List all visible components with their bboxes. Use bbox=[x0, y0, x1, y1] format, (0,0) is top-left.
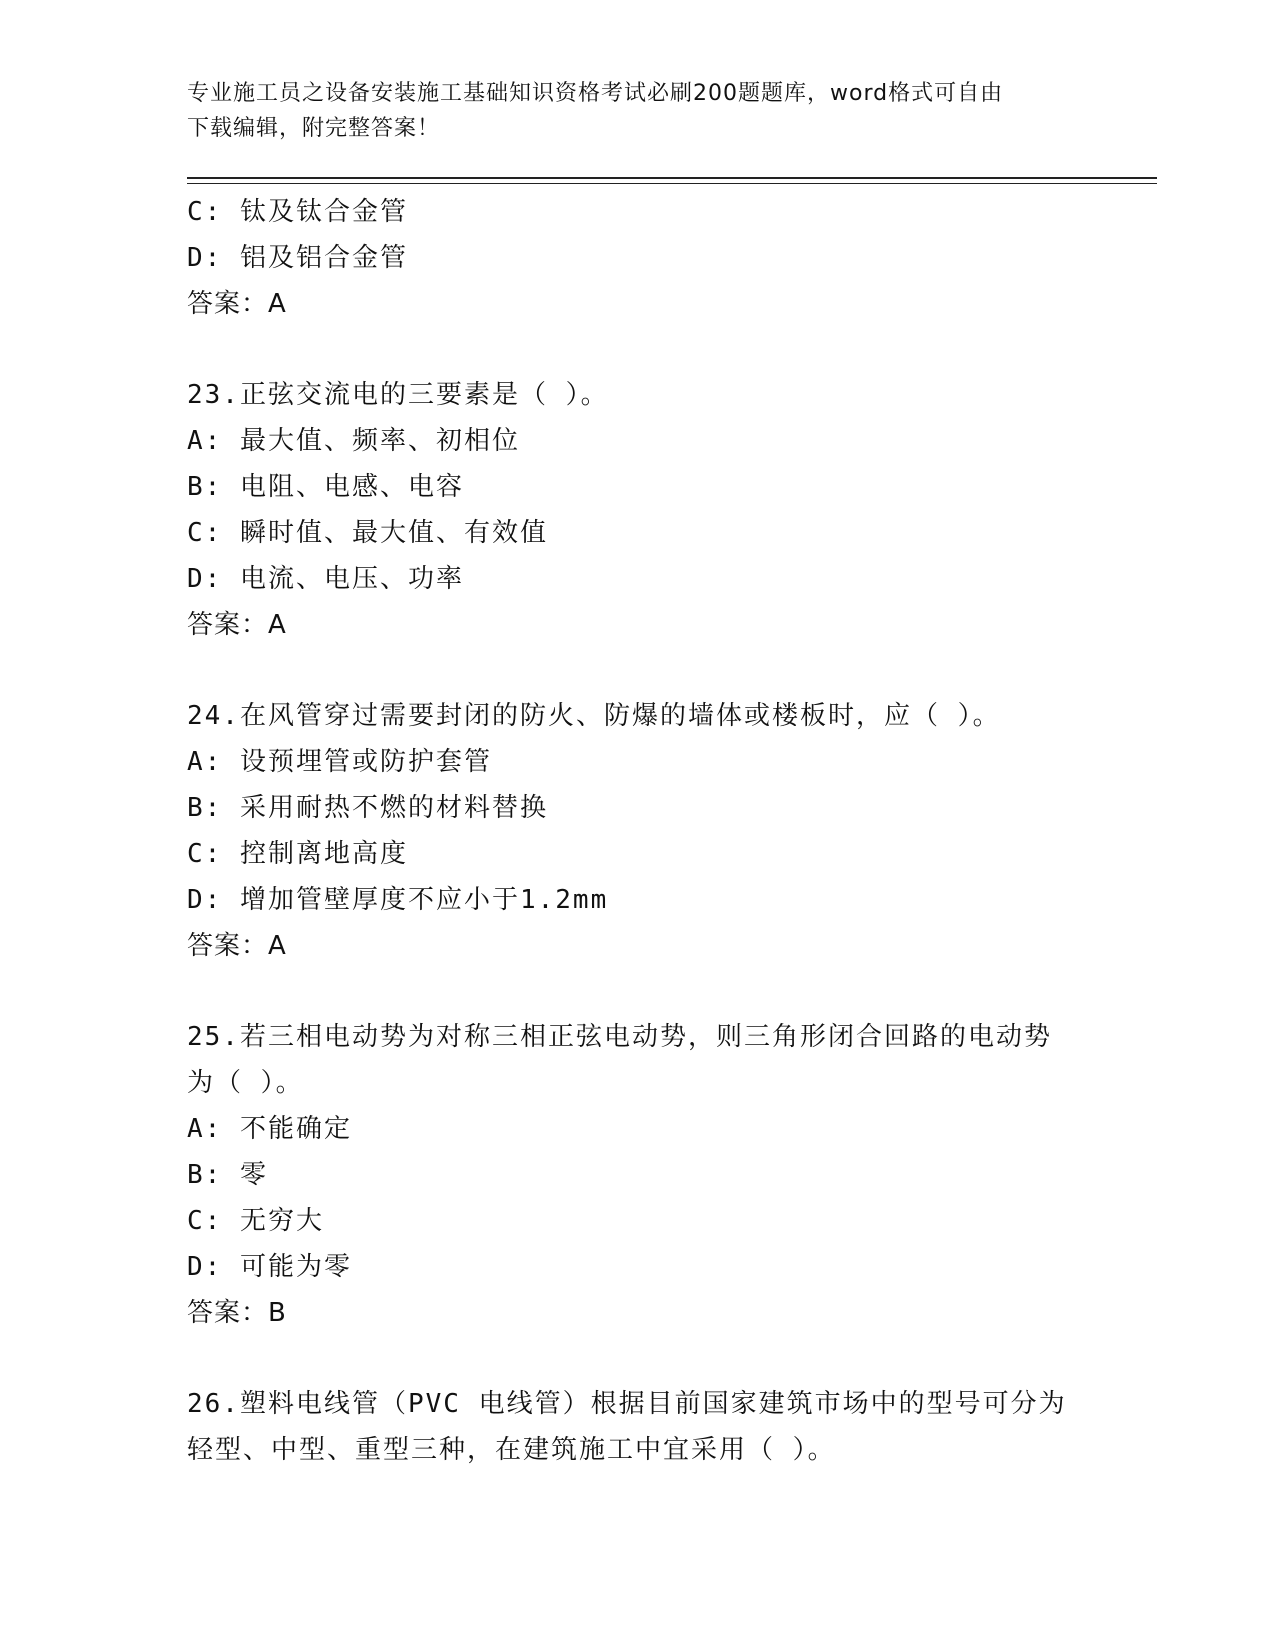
option-a: A: 不能确定 bbox=[187, 1114, 352, 1144]
option-d: D: 可能为零 bbox=[187, 1252, 352, 1282]
option-a: A: 最大值、频率、初相位 bbox=[187, 426, 520, 456]
question-25 bbox=[187, 1014, 1157, 1336]
question-23 bbox=[187, 372, 1157, 648]
header-line-2: 下载编辑，附完整答案！ bbox=[187, 116, 441, 141]
question-stem: 23.正弦交流电的三要素是（ ）。 bbox=[187, 380, 609, 410]
option-a: A: 设预埋管或防护套管 bbox=[187, 747, 492, 777]
spacer bbox=[187, 1336, 1157, 1381]
answer-line: 答案：B bbox=[187, 1298, 287, 1328]
spacer bbox=[187, 969, 1157, 1014]
option-d: D: 电流、电压、功率 bbox=[187, 564, 464, 594]
question-stem-line-1: 26.塑料电线管（PVC 电线管）根据目前国家建筑市场中的型号可分为 bbox=[187, 1389, 1067, 1419]
question-26 bbox=[187, 1381, 1157, 1473]
option-d: D: 增加管壁厚度不应小于1.2mm bbox=[187, 885, 609, 915]
header-divider-thick bbox=[187, 177, 1157, 179]
option-c: C: 控制离地高度 bbox=[187, 839, 408, 869]
header-line-1: 专业施工员之设备安装施工基础知识资格考试必刷200题题库，word格式可自由 bbox=[187, 81, 1004, 106]
option-b: B: 电阻、电感、电容 bbox=[187, 472, 464, 502]
question-stem-line-2: 轻型、中型、重型三种，在建筑施工中宜采用（ ）。 bbox=[187, 1435, 836, 1465]
answer-line: 答案：A bbox=[187, 289, 287, 319]
header-divider-thin bbox=[187, 183, 1157, 184]
question-content bbox=[187, 189, 1157, 1473]
document-page bbox=[187, 0, 1157, 1650]
question-stem: 24.在风管穿过需要封闭的防火、防爆的墙体或楼板时，应（ ）。 bbox=[187, 701, 1001, 731]
option-c: C: 瞬时值、最大值、有效值 bbox=[187, 518, 548, 548]
question-stem-line-2: 为（ ）。 bbox=[187, 1068, 304, 1098]
option-b: B: 零 bbox=[187, 1160, 268, 1190]
document-header bbox=[187, 76, 1067, 146]
answer-line: 答案：A bbox=[187, 610, 287, 640]
question-22-continuation bbox=[187, 189, 1157, 327]
question-stem-line-1: 25.若三相电动势为对称三相正弦电动势，则三角形闭合回路的电动势 bbox=[187, 1022, 1052, 1052]
option-b: B: 采用耐热不燃的材料替换 bbox=[187, 793, 548, 823]
answer-line: 答案：A bbox=[187, 931, 287, 961]
spacer bbox=[187, 648, 1157, 693]
option-c: C: 钛及钛合金管 bbox=[187, 197, 408, 227]
option-c: C: 无穷大 bbox=[187, 1206, 324, 1236]
option-d: D: 铝及铝合金管 bbox=[187, 243, 408, 273]
question-24 bbox=[187, 693, 1157, 969]
spacer bbox=[187, 327, 1157, 372]
